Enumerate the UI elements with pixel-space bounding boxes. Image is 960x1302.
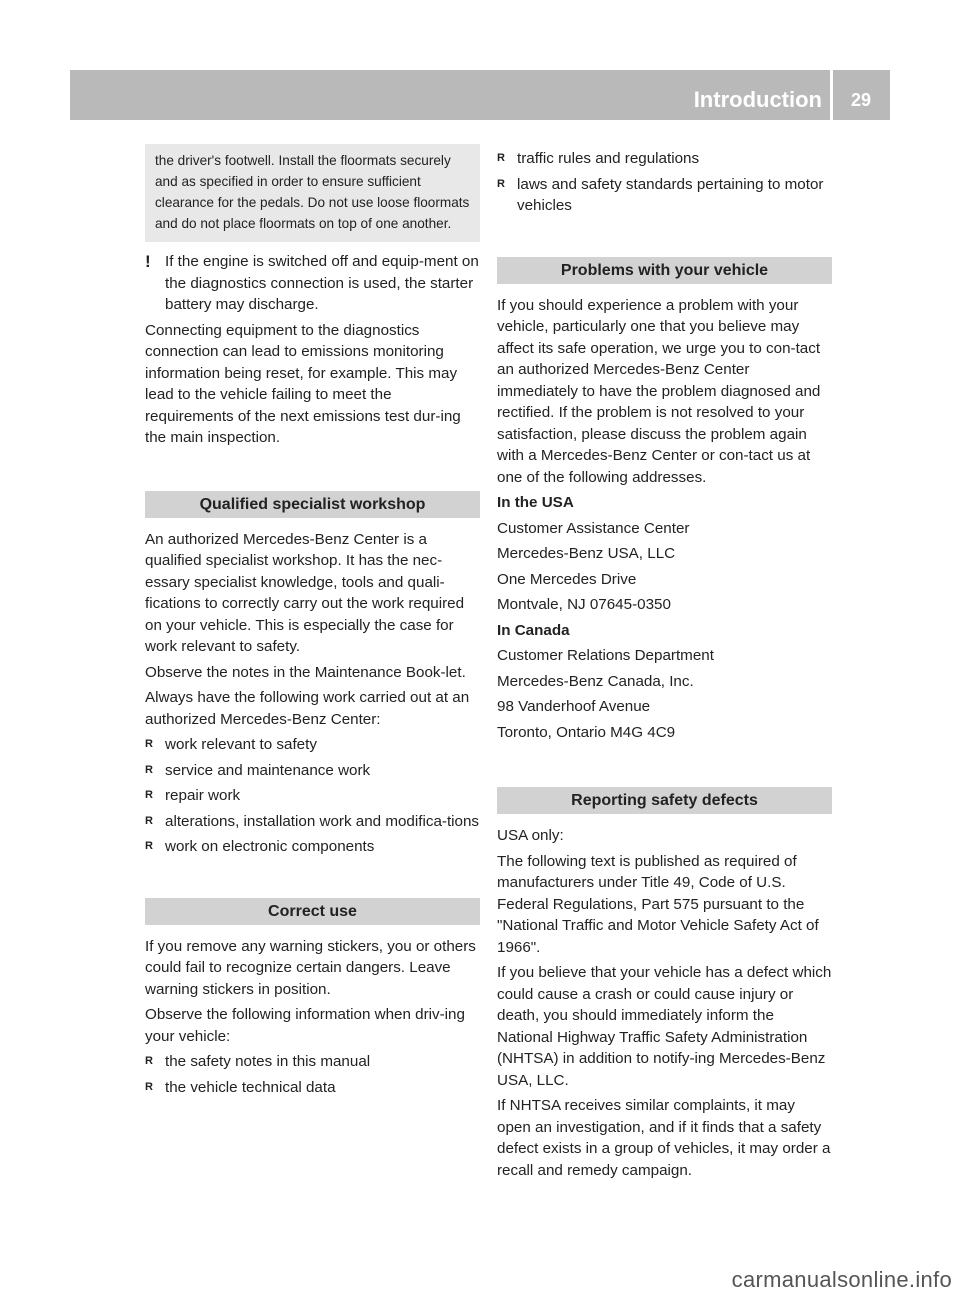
paragraph-workshop-1: An authorized Mercedes-Benz Center is a qualified specialist workshop. It has the nec-essary specialist knowledge, tools and quali-fications to correctly carry out the work required on your vehicle. This is especially the case for work relevant to safety. <box>145 530 465 655</box>
left-column <box>145 148 480 1102</box>
section-title: Introduction <box>693 87 822 112</box>
address-line: Customer Assistance Center <box>497 519 690 537</box>
heading-safety-defects: Reporting safety defects <box>497 787 832 814</box>
list-item: R traffic rules and regulations <box>497 148 832 170</box>
bullet-icon: R <box>145 763 153 776</box>
warning-note <box>145 251 480 316</box>
bullet-icon: R <box>145 738 153 750</box>
watermark: carmanualsonline.info <box>731 1267 952 1292</box>
paragraph-defects-3: If you believe that your vehicle has a defect which could cause a crash or could cause injury or death, you should immediately inform the National Highway Traffic Safety Administration (NHTSA) in addition to notify-ing Mercedes-Benz USA, LLC. <box>497 964 832 1089</box>
label-usa: In the USA <box>497 494 574 511</box>
bullet-icon: R <box>145 1055 153 1067</box>
address-line: One Mercedes Drive <box>497 570 637 588</box>
list-item: R laws and safety standards pertaining to motor vehicles <box>497 174 832 217</box>
list-item: R the safety notes in this manual <box>145 1051 480 1073</box>
list-item: R service and maintenance work <box>145 760 480 782</box>
heading-problems: Problems with your vehicle <box>497 257 832 284</box>
paragraph-correct-use-2: Observe the following information when driv-ing your vehicle: <box>145 1006 465 1045</box>
paragraph-workshop-2: Observe the notes in the Maintenance Book-let. <box>145 663 466 681</box>
regulations-list <box>497 148 832 217</box>
list-item: R repair work <box>145 785 480 807</box>
right-column <box>497 148 832 1185</box>
heading-qualified-workshop: Qualified specialist workshop <box>145 491 480 518</box>
bullet-icon: R <box>145 814 153 827</box>
note-box: the driver's footwell. Install the floormats securely and as specified in order to ensure sufficient clearance for the pedals. Do not use loose floormats and do not place floormats on top of one another. <box>145 144 480 242</box>
list-item: R alterations, installation work and modifica-tions <box>145 811 480 833</box>
bullet-icon: R <box>497 152 505 164</box>
paragraph-defects-1: USA only: <box>497 827 564 844</box>
address-line: Montvale, NJ 07645-0350 <box>497 596 671 613</box>
bullet-icon: R <box>145 840 153 852</box>
address-line: Mercedes-Benz Canada, Inc. <box>497 672 694 690</box>
bullet-icon: R <box>145 1080 153 1093</box>
correct-use-list <box>145 1051 480 1098</box>
address-line: Mercedes-Benz USA, LLC <box>497 545 676 562</box>
warning-exclamation-icon: ! <box>145 252 151 271</box>
label-canada: In Canada <box>497 621 570 639</box>
paragraph-defects-2: The following text is published as required of manufacturers under Title 49, Code of U.S. Federal Regulations, Part 575 pursuant to the "National Traffic and Motor Vehicle Safety Act of 1966". <box>497 852 819 956</box>
paragraph-workshop-3: Always have the following work carried out at an authorized Mercedes-Benz Center: <box>145 689 470 728</box>
warning-text: If the engine is switched off and equip-ment on the diagnostics connection is used, the starter battery may discharge. <box>165 253 479 313</box>
list-item: R work on electronic components <box>145 836 480 858</box>
address-line: Toronto, Ontario M4G 4C9 <box>497 723 676 741</box>
list-item: R work relevant to safety <box>145 734 480 756</box>
paragraph-correct-use-1: If you remove any warning stickers, you or others could fail to recognize certain dangers. Leave warning stickers in position. <box>145 937 476 998</box>
address-line: 98 Vanderhoof Avenue <box>497 698 651 715</box>
workshop-list <box>145 734 480 858</box>
bullet-icon: R <box>497 177 505 190</box>
page-number: 29 <box>850 90 872 110</box>
paragraph-problems: If you should experience a problem with your vehicle, particularly one that you believe may affect its safe operation, we urge you to con-tact an authorized Mercedes-Benz Center immediately to have the problem diagnosed and rectified. If the problem is not resolved to your satisfaction, please discuss the problem again with a Mercedes-Benz Center or con-tact us at one of the following addresses. <box>497 296 821 486</box>
paragraph-diagnostics: Connecting equipment to the diagnostics connection can lead to emissions monitoring information being reset, for example. This may lead to the vehicle failing to meet the requirements of the next emissions test dur-ing the main inspection. <box>145 321 461 446</box>
header-divider <box>830 70 833 120</box>
address-line: Customer Relations Department <box>497 647 714 664</box>
bullet-icon: R <box>145 789 153 801</box>
paragraph-defects-4: If NHTSA receives similar complaints, it may open an investigation, and if it finds that a safety defect exists in a group of vehicles, it may order a recall and remedy campaign. <box>497 1097 831 1179</box>
list-item: R the vehicle technical data <box>145 1077 480 1099</box>
heading-correct-use: Correct use <box>145 898 480 925</box>
